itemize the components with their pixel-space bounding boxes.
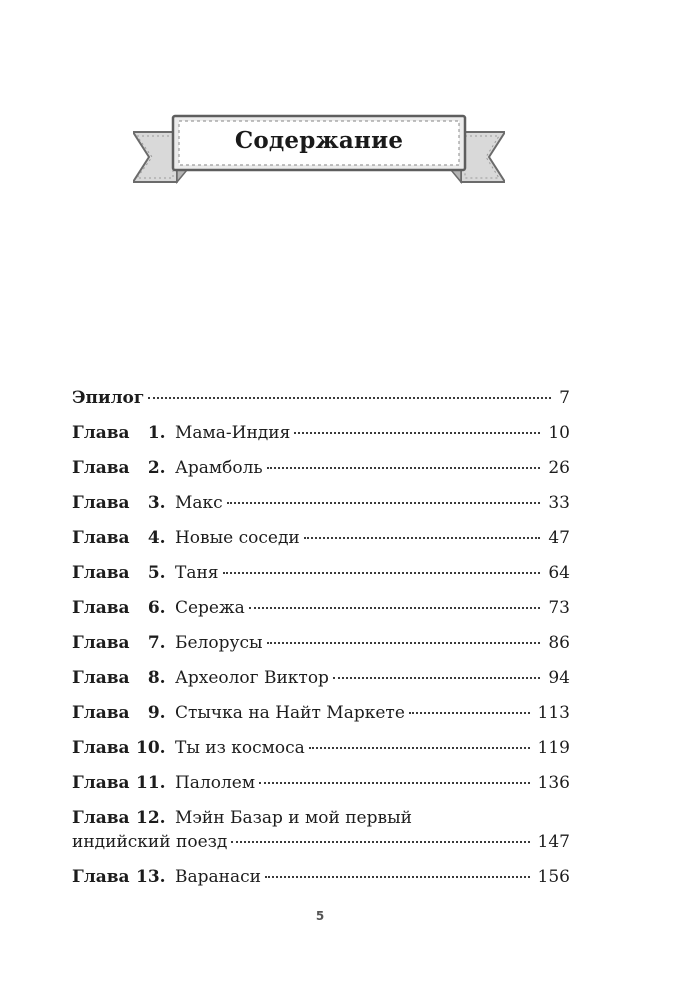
toc-entry-number: 1. [147, 423, 166, 443]
toc-entry-page: 136 [537, 773, 570, 793]
toc-entry-prefix: Глава [72, 563, 130, 583]
toc-entry-page: 7 [559, 388, 570, 408]
toc-entry-prefix: Глава [72, 668, 130, 688]
toc-entry-number: 7. [147, 633, 166, 653]
toc-entry-title: Мэйн Базар и мой первый [174, 808, 412, 828]
toc-entry-number: 10. [136, 738, 166, 758]
toc-entry-title: Арамболь [174, 458, 263, 478]
toc-entry-chapter-11[interactable] [72, 771, 570, 806]
toc-entry-label [72, 771, 255, 795]
toc-entry-chapter-10[interactable] [72, 736, 570, 771]
toc-entry-page: 86 [548, 633, 570, 653]
toc-entry-prefix: Глава [72, 738, 130, 758]
toc-entry-title: Сережа [174, 598, 245, 618]
toc-entry-chapter-8[interactable] [72, 666, 570, 701]
toc-entry-prefix: Глава [72, 423, 130, 443]
toc-entry-prefix: Глава [72, 528, 130, 548]
toc-entry-prefix: Глава [72, 633, 130, 653]
dot-leader [249, 607, 541, 609]
toc-entry-label [72, 421, 290, 445]
toc-entry-chapter-4[interactable] [72, 526, 570, 561]
toc-entry-label [72, 736, 305, 760]
toc-entry-title: Археолог Виктор [174, 668, 329, 688]
toc-entry-chapter-6[interactable] [72, 596, 570, 631]
toc-entry-page: 94 [548, 668, 570, 688]
toc-entry-label [72, 631, 263, 655]
toc-entry-title: Белорусы [174, 633, 263, 653]
toc-entry-chapter-12[interactable] [72, 806, 570, 865]
toc-entry-page: 113 [537, 703, 570, 723]
toc-entry-chapter-7[interactable] [72, 631, 570, 666]
toc-entry-number: 5. [147, 563, 166, 583]
dot-leader [259, 782, 529, 784]
toc-entry-page: 33 [548, 493, 570, 513]
toc-entry-page: 156 [537, 867, 570, 887]
dot-leader [409, 712, 530, 714]
dot-leader [304, 537, 541, 539]
toc-entry-number: 9. [147, 703, 166, 723]
toc-entry-page: 64 [548, 563, 570, 583]
toc-entry-label [72, 561, 219, 585]
toc-entry-label [72, 806, 570, 830]
toc-entry-continuation [72, 830, 570, 854]
dot-leader [333, 677, 540, 679]
toc-entry-number: 13. [136, 867, 166, 887]
toc-entry-prefix: Глава [72, 867, 130, 887]
toc-entry-page: 119 [537, 738, 570, 758]
dot-leader [294, 432, 540, 434]
toc-entry-page: 26 [548, 458, 570, 478]
toc-entry-title: Стычка на Найт Маркете [174, 703, 405, 723]
toc-entry-title: Ты из космоса [174, 738, 305, 758]
page-title: Содержание [234, 127, 404, 154]
toc-entry-title-line2: индийский поезд [72, 832, 228, 852]
toc-entry-title: Таня [174, 563, 219, 583]
toc-entry-chapter-9[interactable] [72, 701, 570, 736]
toc-entry-page: 47 [548, 528, 570, 548]
toc-entry-label [72, 596, 245, 620]
toc-entry-title: Палолем [174, 773, 256, 793]
toc-entry-label [72, 491, 223, 515]
toc-entry-chapter-5[interactable] [72, 561, 570, 596]
toc-entry-label [72, 526, 300, 550]
table-of-contents [72, 386, 570, 900]
toc-entry-chapter-3[interactable] [72, 491, 570, 526]
toc-entry-label [72, 456, 263, 480]
toc-entry-prefix: Эпилог [72, 388, 145, 408]
toc-entry-label [72, 666, 329, 690]
toc-entry-prefix: Глава [72, 598, 130, 618]
toc-entry-title: Новые соседи [174, 528, 300, 548]
toc-entry-prefix: Глава [72, 493, 130, 513]
toc-entry-chapter-13[interactable] [72, 865, 570, 900]
toc-entry-prefix: Глава [72, 773, 130, 793]
toc-entry-prefix: Глава [72, 703, 130, 723]
toc-entry-number: 4. [147, 528, 166, 548]
toc-entry-number: 8. [147, 668, 166, 688]
toc-entry-label [72, 865, 261, 889]
toc-entry-label [72, 386, 144, 410]
toc-entry-prefix: Глава [72, 808, 130, 828]
dot-leader [267, 467, 541, 469]
toc-entry-number: 2. [147, 458, 166, 478]
dot-leader [227, 502, 541, 504]
toc-entry-page: 73 [548, 598, 570, 618]
toc-entry-title: Варанаси [174, 867, 261, 887]
toc-entry-page: 147 [537, 832, 570, 852]
toc-entry-chapter-2[interactable] [72, 456, 570, 491]
dot-leader [148, 397, 551, 399]
toc-entry-title: Макс [174, 493, 223, 513]
dot-leader [223, 572, 541, 574]
toc-entry-label [72, 701, 405, 725]
toc-entry-number: 11. [136, 773, 166, 793]
dot-leader [265, 876, 530, 878]
toc-entry-epilogue[interactable] [72, 386, 570, 421]
dot-leader [309, 747, 530, 749]
dot-leader [267, 642, 541, 644]
toc-entry-number: 3. [147, 493, 166, 513]
toc-entry-number: 6. [147, 598, 166, 618]
toc-entry-number: 12. [136, 808, 166, 828]
toc-entry-chapter-1[interactable] [72, 421, 570, 456]
toc-entry-page: 10 [548, 423, 570, 443]
toc-entry-prefix: Глава [72, 458, 130, 478]
page-number: 5 [315, 909, 325, 923]
dot-leader [231, 841, 529, 843]
toc-entry-title: Мама-Индия [174, 423, 291, 443]
title-banner [133, 108, 505, 194]
